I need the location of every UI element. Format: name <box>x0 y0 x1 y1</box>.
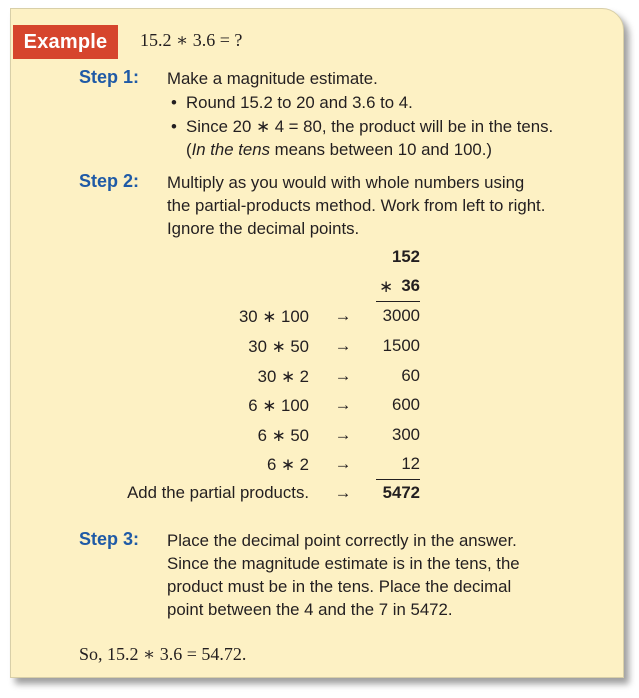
sum-row <box>0 483 639 507</box>
partial-expression: 30 ∗ 50 <box>248 337 309 356</box>
step3-line3: product must be in the tens. Place the decimal <box>167 577 512 596</box>
arrow-icon: → <box>334 483 352 502</box>
arrow-icon: → <box>334 425 352 444</box>
multiplier-row <box>0 276 639 300</box>
arrow-icon: → <box>334 366 352 385</box>
multiply-operator: ∗ <box>378 277 393 296</box>
step2-label: Step 2: <box>79 171 140 191</box>
arrow-icon: → <box>334 306 352 325</box>
partial-expression: 6 ∗ 2 <box>266 455 309 474</box>
step3-line4: point between the 4 and the 7 in 5472. <box>167 600 453 619</box>
multiplicand-row <box>0 247 639 271</box>
partial-product-row <box>0 306 639 330</box>
partial-expression: 30 ∗ 2 <box>257 367 309 386</box>
step1-note: (In the tens means between 10 and 100.) <box>186 140 493 159</box>
multiplier: 36 <box>401 276 420 295</box>
step3-label: Step 3: <box>79 529 140 549</box>
partial-value: 60 <box>401 366 420 385</box>
multiplication-rule <box>376 301 420 302</box>
bullet-icon: • <box>171 93 177 112</box>
partial-value: 1500 <box>382 336 420 355</box>
problem-statement: 15.2 ∗ 3.6 = ? <box>140 30 243 50</box>
arrow-icon: → <box>334 454 352 473</box>
partial-expression: 30 ∗ 100 <box>238 307 309 326</box>
step3-line1: Place the decimal point correctly in the answer. <box>167 531 517 550</box>
bullet-icon: • <box>171 117 177 136</box>
sum-rule <box>376 479 420 480</box>
example-tag: Example <box>13 25 118 59</box>
step1-intro: Make a magnitude estimate. <box>167 69 378 88</box>
multiplicand: 152 <box>392 247 420 266</box>
partial-expression: 6 ∗ 50 <box>257 426 309 445</box>
step2-line2: the partial-products method. Work from left to right. <box>167 196 546 215</box>
arrow-icon: → <box>334 395 352 414</box>
step1-note-rest: means between 10 and 100.) <box>269 140 493 159</box>
partial-value: 12 <box>401 454 420 473</box>
step3-line2: Since the magnitude estimate is in the tens, the <box>167 554 520 573</box>
partial-product-row <box>0 336 639 360</box>
step2-line1: Multiply as you would with whole numbers using <box>167 173 525 192</box>
partial-value: 300 <box>392 425 420 444</box>
step2-line3: Ignore the decimal points. <box>167 219 360 238</box>
partial-value: 3000 <box>382 306 420 325</box>
step1-bullet1: Round 15.2 to 20 and 3.6 to 4. <box>186 93 413 112</box>
partial-product-row <box>0 454 639 478</box>
step1-label: Step 1: <box>79 67 140 87</box>
partial-product-row <box>0 425 639 449</box>
partial-expression: 6 ∗ 100 <box>248 396 309 415</box>
step1-note-italic: In the tens <box>191 140 270 159</box>
step1-bullet2: Since 20 ∗ 4 = 80, the product will be in the tens. <box>186 117 554 136</box>
arrow-icon: → <box>334 336 352 355</box>
sum-value: 5472 <box>382 483 420 502</box>
conclusion: So, 15.2 ∗ 3.6 = 54.72. <box>79 644 247 664</box>
partial-product-row <box>0 366 639 390</box>
partial-product-row <box>0 395 639 419</box>
partial-value: 600 <box>392 395 420 414</box>
sum-label: Add the partial products. <box>127 483 309 502</box>
